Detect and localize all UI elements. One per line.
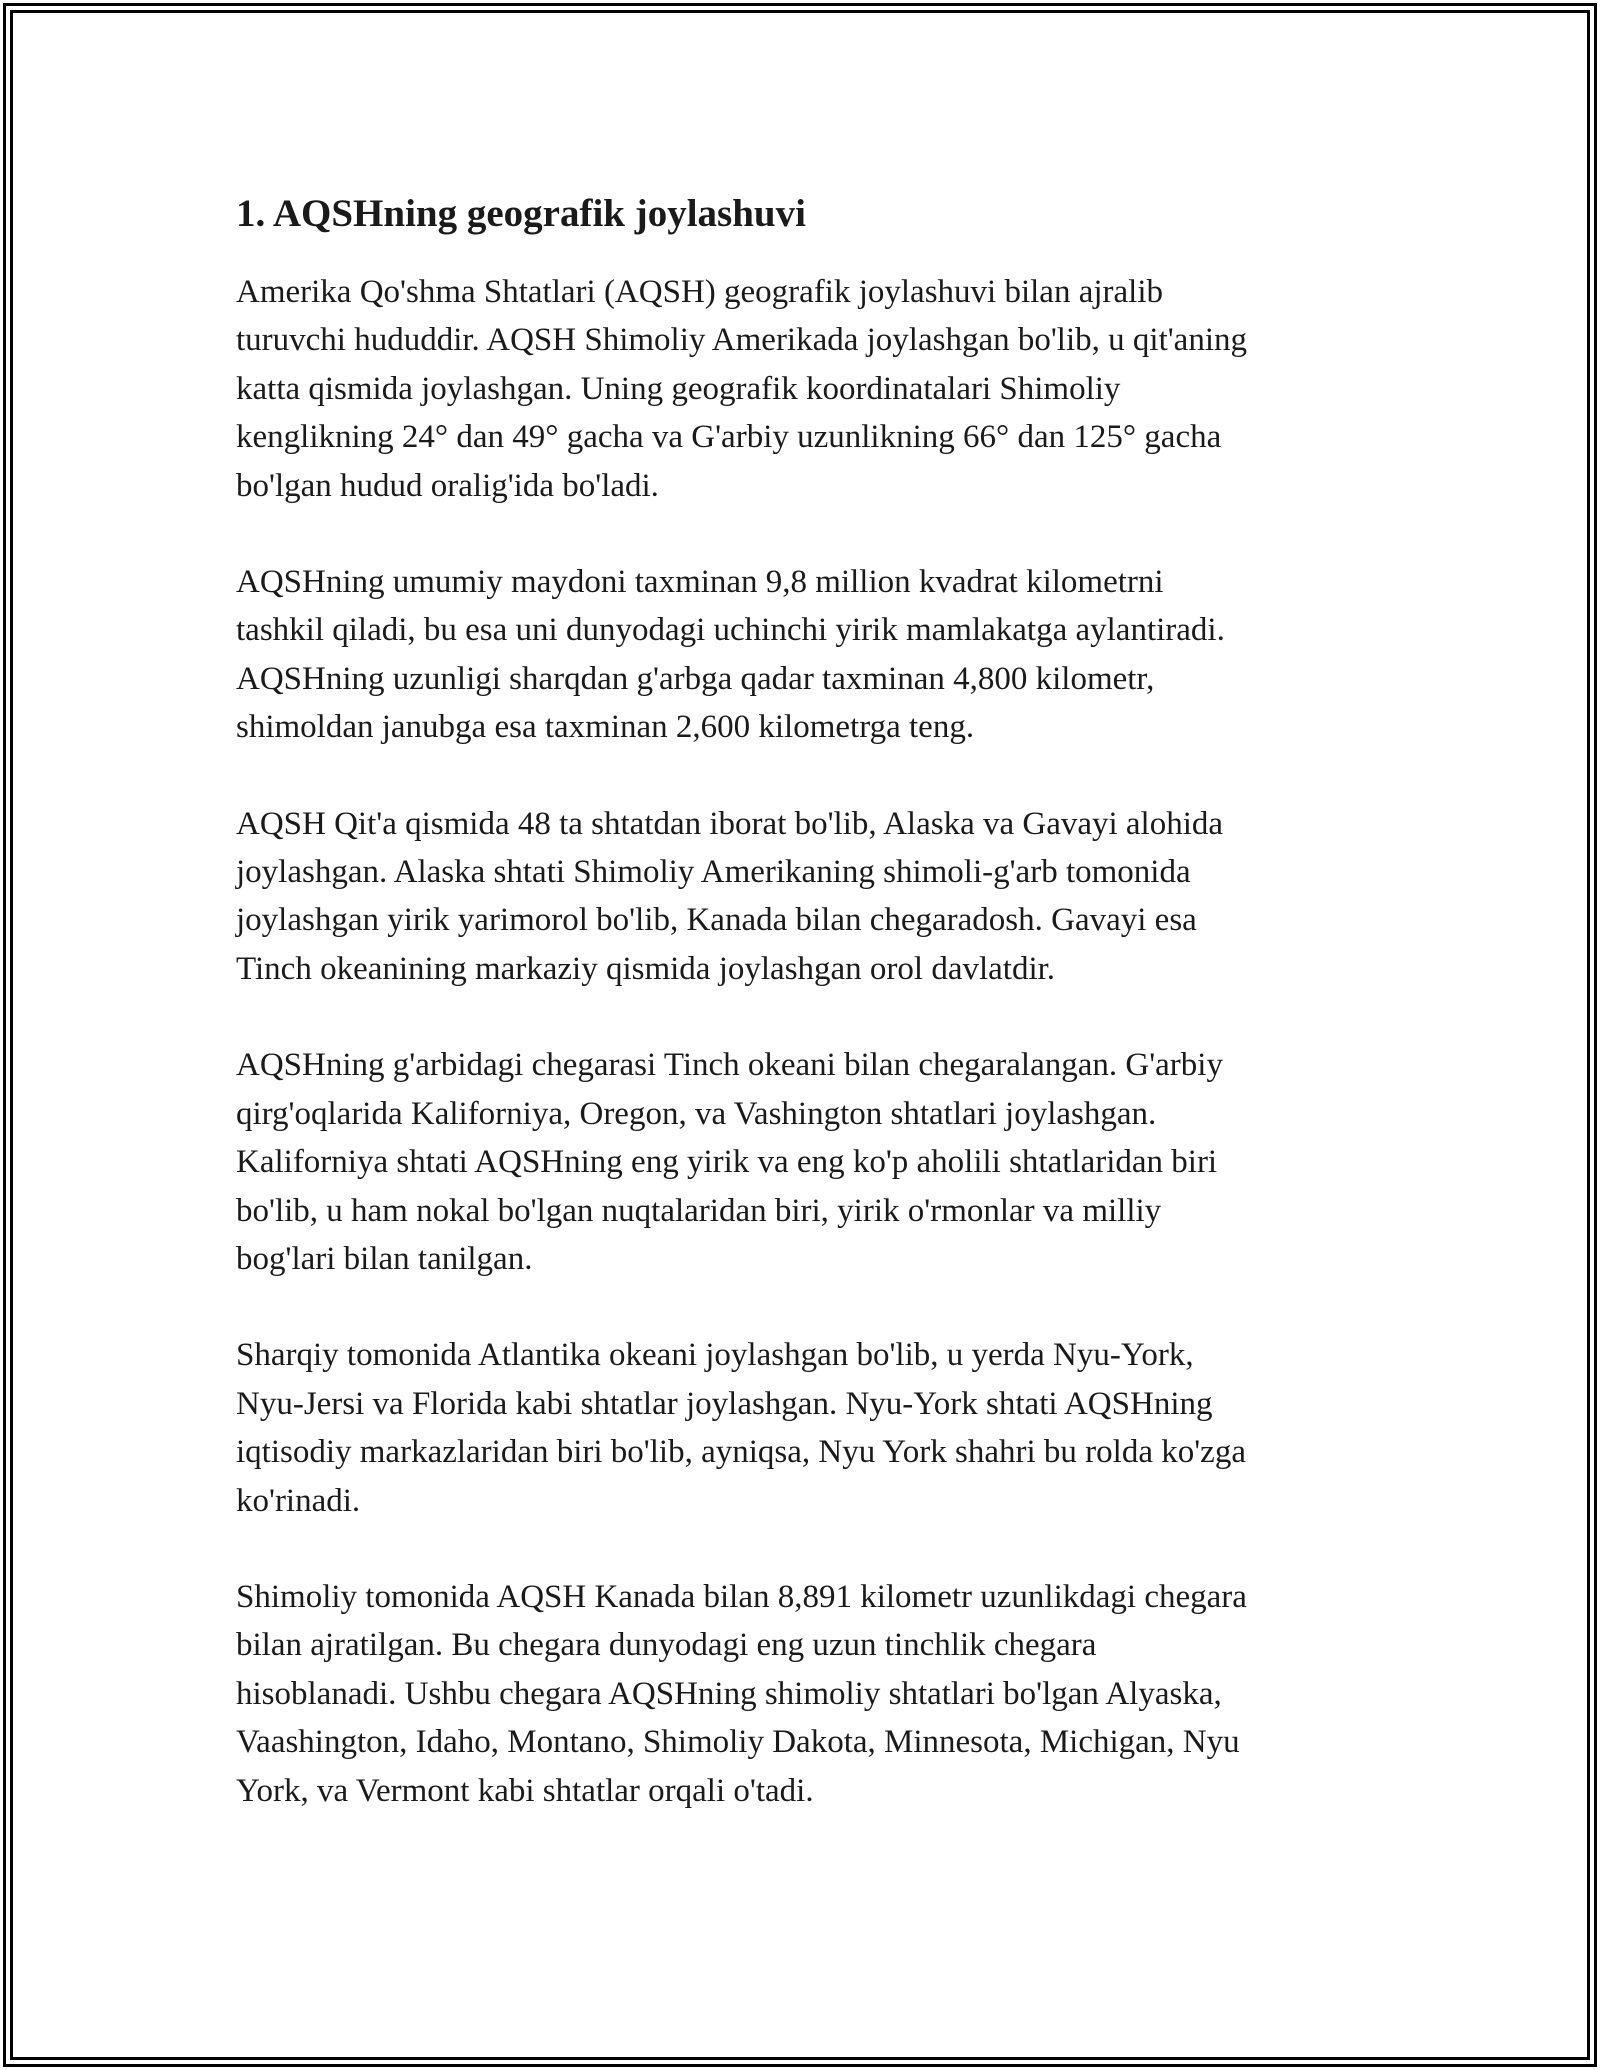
paragraph-area: AQSHning umumiy maydoni taxminan 9,8 million kvadrat kilometrni tashkil qiladi, bu esa uni dunyodagi uchinchi yirik mamlakatga aylantiradi. AQSHning uzunligi sharqdan g'arbga qadar taxminan 4,800 kilometr, shimoldan janubga esa taxminan 2,600 kilometrga teng.	[236, 564, 1225, 746]
document-body	[236, 186, 1376, 1863]
paragraph-west-border: AQSHning g'arbidagi chegarasi Tinch okeani bilan chegaralangan. G'arbiy qirg'oqlarida Kaliforniya, Oregon, va Vashington shtatlari joylashgan. Kaliforniya shtati AQSHning eng yirik va eng ko'p aholili shtatlaridan biri bo'lib, u ham nokal bo'lgan nuqtalaridan biri, yirik o'rmonlar va milliy bog'lari bilan tanilgan.	[236, 1047, 1223, 1277]
paragraph-north-border: Shimoliy tomonida AQSH Kanada bilan 8,891 kilometr uzunlikdagi chegara bilan ajratilgan. Bu chegara dunyodagi eng uzun tinchlik chegara hisoblanadi. Ushbu chegara AQSHning shimoliy shtatlari bo'lgan Alyaska, Vaashington, Idaho, Montano, Shimoliy Dakota, Minnesota, Michigan, Nyu York, va Vermont kabi shtatlar orqali o'tadi.	[236, 1578, 1247, 1809]
section-heading: 1. AQSHning geografik joylashuvi	[236, 192, 806, 235]
paragraph-location: Amerika Qo'shma Shtatlari (AQSH) geografik joylashuvi bilan ajralib turuvchi hududdir. AQSH Shimoliy Amerikada joylashgan bo'lib, u qit'aning katta qismida joylashgan. Uning geografik koordinatalari Shimoliy kenglikning 24° dan 49° gacha va G'arbiy uzunlikning 66° dan 125° gacha bo'lgan hudud oralig'ida bo'ladi.	[236, 274, 1247, 504]
paragraph-states: AQSH Qit'a qismida 48 ta shtatdan iborat bo'lib, Alaska va Gavayi alohida joylashgan. Alaska shtati Shimoliy Amerikaning shimoli-g'arb tomonida joylashgan yirik yarimorol bo'lib, Kanada bilan chegaradosh. Gavayi esa Tinch okeanining markaziy qismida joylashgan orol davlatdir.	[236, 805, 1224, 987]
paragraph-east-coast: Sharqiy tomonida Atlantika okeani joylashgan bo'lib, u yerda Nyu-York, Nyu-Jersi va Florida kabi shtatlar joylashgan. Nyu-York shtati AQSHning iqtisodiy markazlaridan biri bo'lib, ayniqsa, Nyu York shahri bu rolda ko'zga ko'rinadi.	[236, 1337, 1246, 1519]
